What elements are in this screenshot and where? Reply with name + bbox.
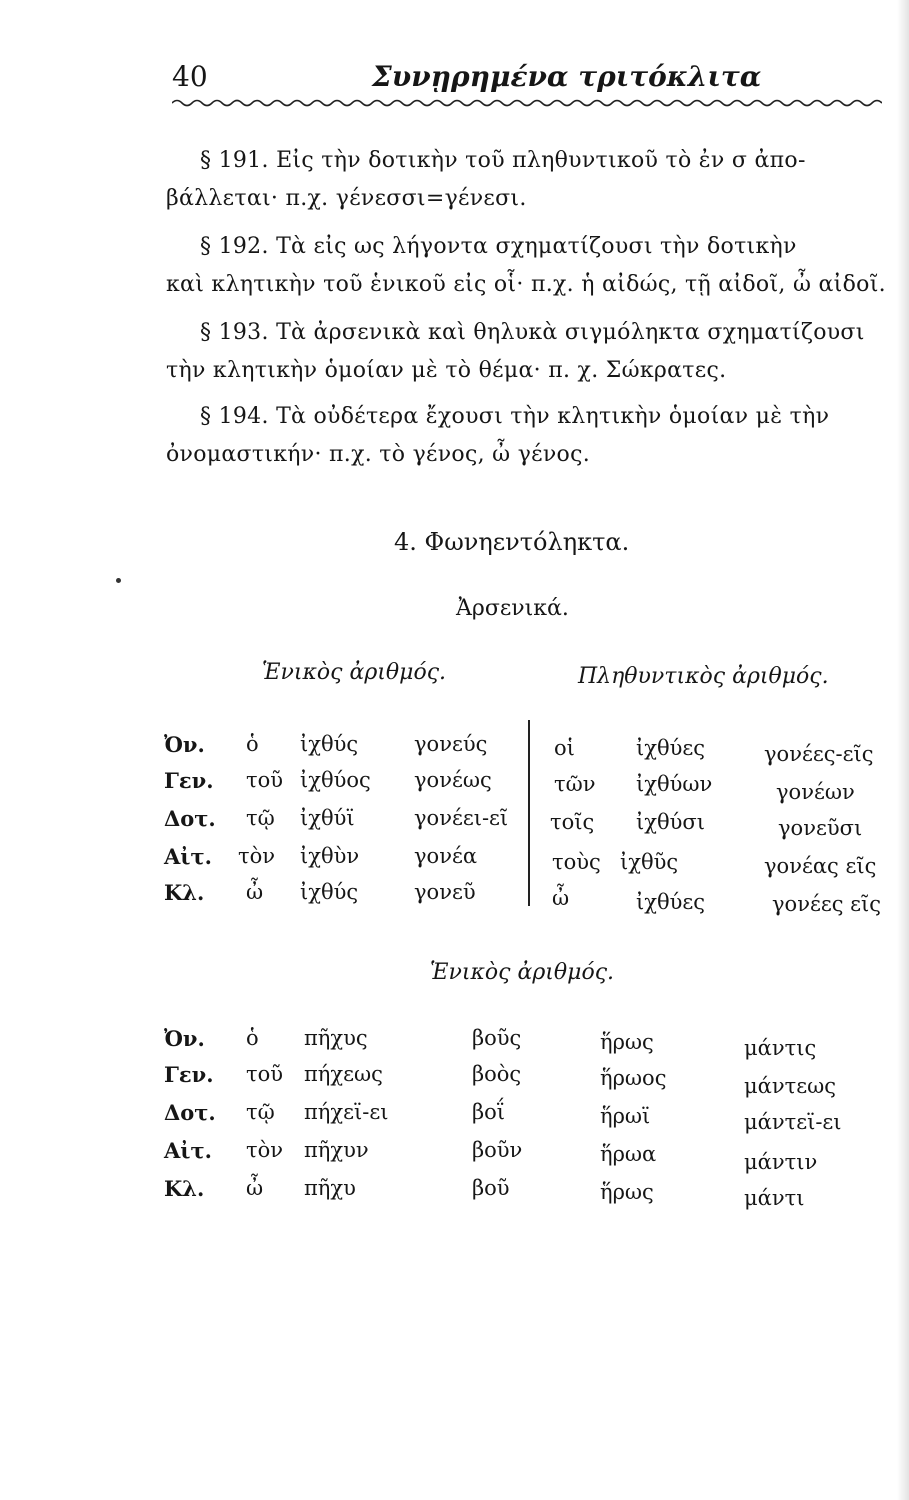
paragraph-193-line1: § 193. Τὰ ἀρσενικὰ καὶ θηλυκὰ σιγμόληκτα σχηματίζουσι [200,320,865,345]
table1-case: Δοτ. [164,806,216,831]
table2-singular-label: Ἑνικὸς ἀριθμός. [430,960,615,985]
table1-case: Ὀν. [164,732,205,757]
table1-word: γονεύς [414,732,488,756]
page-number: 40 [172,60,208,93]
table2-word: πῆχυ [304,1176,356,1200]
table2-word: μάντεϊ-ει [744,1110,842,1134]
table1-word: γονέως [414,768,492,792]
paragraph-191-line2: βάλλεται· π.χ. γένεσσι=γένεσι. [166,186,527,211]
table2-word: μάντεως [744,1074,836,1098]
table2-article: τῷ [246,1100,275,1124]
table1-word: ἰχθὺν [300,844,360,868]
table2-case: Κλ. [164,1176,205,1201]
table1-plural-article: ὦ [552,886,570,910]
section-heading: 4. Φωνηεντόληκτα. [394,528,630,556]
wavy-rule [172,98,882,108]
table1-plural-word: ἰχθῦς [620,850,679,874]
table2-word: ἥρωος [600,1066,667,1090]
table2-word: βοὸς [472,1062,522,1086]
table1-plural-article: οἱ [554,736,575,760]
table2-word: πῆχυν [304,1138,369,1162]
table1-word: ἰχθύος [300,768,371,792]
table1-plural-label: Πληθυντικὸς ἀριθμός. [578,664,829,689]
table1-word: γονέα [414,844,478,868]
gender-subheading: Ἀρσενικά. [456,596,569,621]
running-header: Συνῃρημένα τριτόκλιτα [372,60,762,93]
table1-article: ὦ [246,880,264,904]
table1-plural-word: γονέων [776,780,855,804]
table1-singular-label: Ἑνικὸς ἀριθμός. [262,660,447,685]
table2-article: ὦ [246,1176,264,1200]
page-edge-shadow [897,0,909,1500]
table1-case: Αἰτ. [164,844,212,869]
table2-word: βοῦ [472,1176,510,1200]
table1-article: ὁ [246,732,259,756]
paragraph-191-line1: § 191. Εἰς τὴν δοτικὴν τοῦ πληθυντικοῦ τὸ ἐν σ ἀπο- [200,148,806,173]
table2-word: ἥρως [600,1180,654,1204]
table2-case: Γεν. [164,1062,214,1087]
paragraph-194-line1: § 194. Τὰ οὐδέτερα ἔχουσι τὴν κλητικὴν ὁμοίαν μὲ τὴν [200,404,830,429]
table2-word: βοῦν [472,1138,523,1162]
table2-article: τοῦ [246,1062,284,1086]
table1-word: γονέει-εῖ [414,806,509,830]
table2-word: μάντις [744,1036,817,1060]
table2-word: βοῦς [472,1026,522,1050]
table1-plural-word: ἰχθύων [636,772,713,796]
table1-plural-word: ἰχθύες [636,890,706,914]
table2-word: μάντιν [744,1150,818,1174]
paragraph-192-line1: § 192. Τὰ εἰς ως λήγοντα σχηματίζουσι τὴν δοτικὴν [200,234,797,259]
table1-word: γονεῦ [414,880,476,904]
table2-case: Ὀν. [164,1026,205,1051]
table1-word: ἰχθύϊ [300,806,355,830]
table1-word: ἰχθύς [300,732,359,756]
table2-word: πήχεϊ-ει [304,1100,389,1124]
table2-word: ἥρωα [600,1142,657,1166]
paragraph-194-line2: ὀνομαστικήν· π.χ. τὸ γένος, ὦ γένος. [166,442,590,467]
table2-word: βοΐ [472,1100,506,1124]
paragraph-192-line2: καὶ κλητικὴν τοῦ ἑνικοῦ εἰς οἷ· π.χ. ἡ αἰδώς, τῇ αἰδοῖ, ὦ αἰδοῖ. [166,272,886,297]
table1-article: τοῦ [246,768,284,792]
table1-plural-word: γονέες-εῖς [764,742,874,766]
paragraph-193-line2: τὴν κλητικὴν ὁμοίαν μὲ τὸ θέμα· π. χ. Σώκρατες. [166,358,727,383]
table1-plural-word: γονέες εῖς [772,892,882,916]
table2-word: πήχεως [304,1062,383,1086]
table2-article: ὁ [246,1026,259,1050]
table2-case: Δοτ. [164,1100,216,1125]
table1-article: τὸν [238,844,276,868]
table1-plural-article: τοὺς [552,850,601,874]
table2-word: πῆχυς [304,1026,368,1050]
table1-plural-article: τῶν [554,772,596,796]
table2-case: Αἰτ. [164,1138,212,1163]
table1-plural-word: γονεῦσι [778,816,863,840]
table1-divider [528,720,530,906]
table2-word: ἥρωϊ [600,1104,651,1128]
table1-plural-word: γονέας εῖς [764,854,877,878]
table1-article: τῷ [246,806,275,830]
table1-plural-word: ἰχθύσι [636,810,705,834]
table1-case: Κλ. [164,880,205,905]
table2-word: ἥρως [600,1030,654,1054]
table2-word: μάντι [744,1186,805,1210]
table1-plural-article: τοῖς [550,810,595,834]
ink-speck [116,578,121,583]
table1-case: Γεν. [164,768,214,793]
table1-plural-word: ἰχθύες [636,736,706,760]
table1-word: ἰχθύς [300,880,359,904]
table2-article: τὸν [246,1138,284,1162]
